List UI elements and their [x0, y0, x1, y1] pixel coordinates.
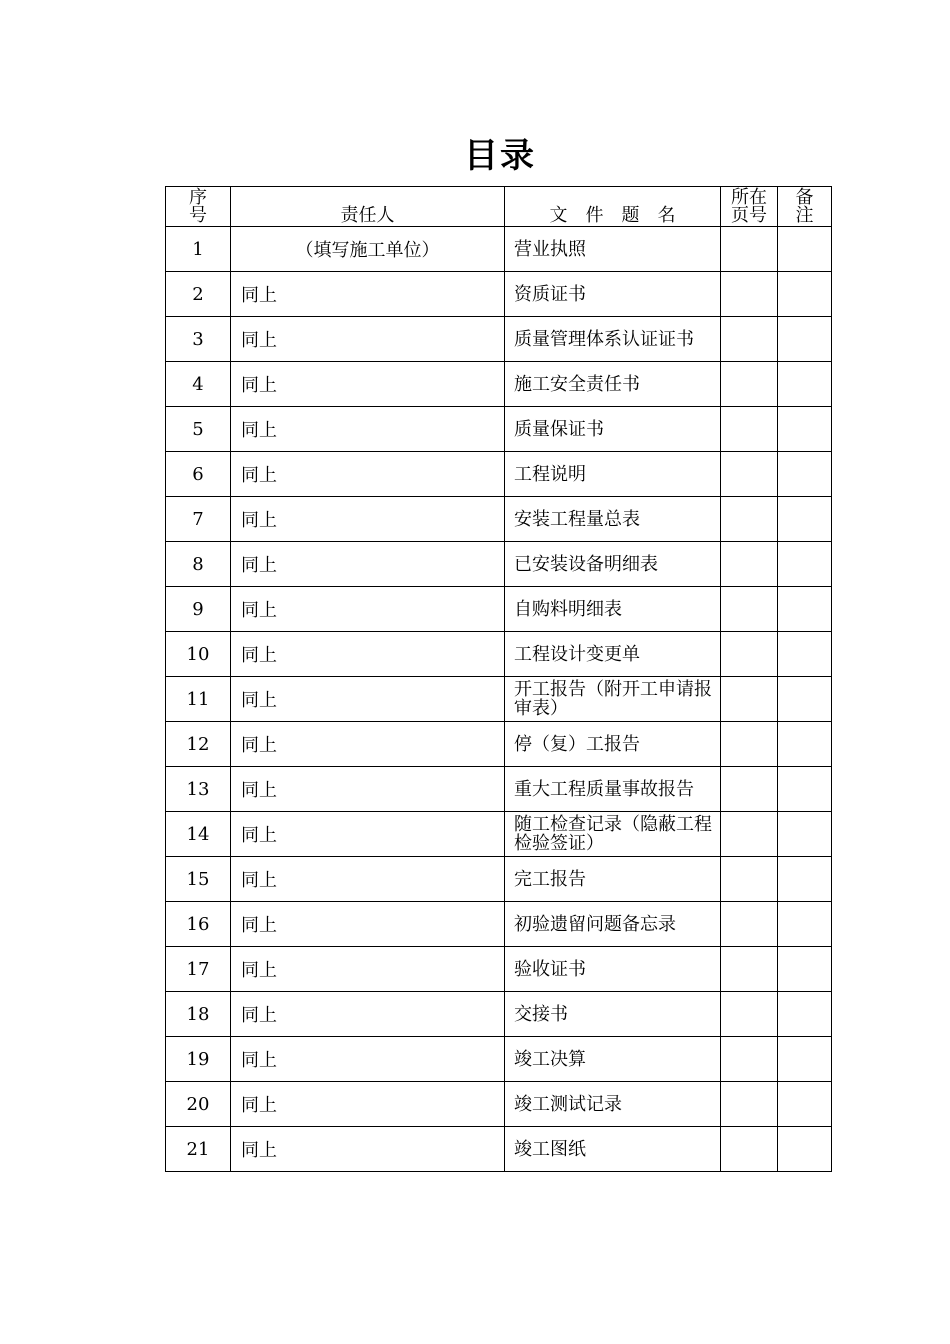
page-cell	[721, 542, 778, 587]
responsible-cell: 同上	[231, 362, 505, 407]
page-cell	[721, 587, 778, 632]
file-title-cell: 工程设计变更单	[505, 632, 721, 677]
responsible-cell: （填写施工单位）	[231, 227, 505, 272]
file-title-cell: 随工检查记录（隐蔽工程检验签证）	[505, 812, 721, 857]
responsible-cell: 同上	[231, 947, 505, 992]
table-row	[166, 857, 832, 902]
table-row	[166, 1127, 832, 1172]
remark-cell	[778, 677, 832, 722]
header-seq: 序 号	[166, 187, 231, 227]
seq-cell: 18	[166, 992, 231, 1037]
header-page: 所在 页号	[721, 187, 778, 227]
file-title-cell: 验收证书	[505, 947, 721, 992]
seq-cell: 5	[166, 407, 231, 452]
file-title-cell: 质量管理体系认证证书	[505, 317, 721, 362]
table-row	[166, 497, 832, 542]
remark-cell	[778, 227, 832, 272]
file-title-cell: 质量保证书	[505, 407, 721, 452]
page-cell	[721, 857, 778, 902]
header-file-title: 文 件 题 名	[505, 187, 721, 227]
page-cell	[721, 902, 778, 947]
seq-cell: 21	[166, 1127, 231, 1172]
remark-cell	[778, 1127, 832, 1172]
seq-cell: 10	[166, 632, 231, 677]
responsible-cell: 同上	[231, 857, 505, 902]
seq-cell: 13	[166, 767, 231, 812]
responsible-cell: 同上	[231, 1037, 505, 1082]
remark-cell	[778, 317, 832, 362]
seq-cell: 6	[166, 452, 231, 497]
page-cell	[721, 812, 778, 857]
header-remark: 备 注	[778, 187, 832, 227]
remark-cell	[778, 587, 832, 632]
page-title: 目录	[464, 136, 536, 176]
remark-cell	[778, 272, 832, 317]
table-row	[166, 677, 832, 722]
page-cell	[721, 992, 778, 1037]
remark-cell	[778, 542, 832, 587]
page-cell	[721, 227, 778, 272]
seq-cell: 19	[166, 1037, 231, 1082]
seq-cell: 11	[166, 677, 231, 722]
responsible-cell: 同上	[231, 542, 505, 587]
file-title-cell: 竣工测试记录	[505, 1082, 721, 1127]
remark-cell	[778, 1037, 832, 1082]
file-title-cell: 完工报告	[505, 857, 721, 902]
seq-cell: 20	[166, 1082, 231, 1127]
table-row	[166, 947, 832, 992]
responsible-cell: 同上	[231, 587, 505, 632]
seq-cell: 16	[166, 902, 231, 947]
remark-cell	[778, 722, 832, 767]
file-title-cell: 初验遗留问题备忘录	[505, 902, 721, 947]
responsible-cell: 同上	[231, 767, 505, 812]
page-cell	[721, 452, 778, 497]
file-title-cell: 停（复）工报告	[505, 722, 721, 767]
table-row	[166, 407, 832, 452]
file-title-cell: 开工报告（附开工申请报审表）	[505, 677, 721, 722]
page-cell	[721, 1037, 778, 1082]
seq-cell: 3	[166, 317, 231, 362]
page-cell	[721, 1127, 778, 1172]
page-cell	[721, 632, 778, 677]
responsible-cell: 同上	[231, 407, 505, 452]
seq-cell: 14	[166, 812, 231, 857]
responsible-cell: 同上	[231, 497, 505, 542]
file-title-cell: 施工安全责任书	[505, 362, 721, 407]
responsible-cell: 同上	[231, 272, 505, 317]
seq-cell: 1	[166, 227, 231, 272]
page-cell	[721, 767, 778, 812]
table-row	[166, 992, 832, 1037]
table-row	[166, 1082, 832, 1127]
page-cell	[721, 947, 778, 992]
responsible-cell: 同上	[231, 632, 505, 677]
responsible-cell: 同上	[231, 992, 505, 1037]
remark-cell	[778, 1082, 832, 1127]
table-row	[166, 227, 832, 272]
page-cell	[721, 497, 778, 542]
table-row	[166, 767, 832, 812]
table-row	[166, 587, 832, 632]
file-title-cell: 重大工程质量事故报告	[505, 767, 721, 812]
remark-cell	[778, 497, 832, 542]
page-cell	[721, 317, 778, 362]
file-title-cell: 自购料明细表	[505, 587, 721, 632]
table-row	[166, 272, 832, 317]
responsible-cell: 同上	[231, 452, 505, 497]
responsible-cell: 同上	[231, 677, 505, 722]
seq-cell: 15	[166, 857, 231, 902]
remark-cell	[778, 452, 832, 497]
remark-cell	[778, 857, 832, 902]
page-cell	[721, 1082, 778, 1127]
remark-cell	[778, 362, 832, 407]
table-row	[166, 632, 832, 677]
page-cell	[721, 272, 778, 317]
seq-cell: 7	[166, 497, 231, 542]
seq-cell: 17	[166, 947, 231, 992]
page-cell	[721, 362, 778, 407]
directory-table	[165, 186, 832, 1172]
responsible-cell: 同上	[231, 812, 505, 857]
page-cell	[721, 407, 778, 452]
responsible-cell: 同上	[231, 1127, 505, 1172]
seq-cell: 8	[166, 542, 231, 587]
page-cell	[721, 722, 778, 767]
file-title-cell: 安装工程量总表	[505, 497, 721, 542]
remark-cell	[778, 992, 832, 1037]
table-row	[166, 542, 832, 587]
remark-cell	[778, 632, 832, 677]
header-responsible: 责任人	[231, 187, 505, 227]
seq-cell: 4	[166, 362, 231, 407]
remark-cell	[778, 767, 832, 812]
remark-cell	[778, 947, 832, 992]
table-row	[166, 1037, 832, 1082]
file-title-cell: 竣工决算	[505, 1037, 721, 1082]
table-header-row	[166, 187, 832, 227]
file-title-cell: 已安装设备明细表	[505, 542, 721, 587]
file-title-cell: 竣工图纸	[505, 1127, 721, 1172]
responsible-cell: 同上	[231, 722, 505, 767]
file-title-cell: 营业执照	[505, 227, 721, 272]
file-title-cell: 交接书	[505, 992, 721, 1037]
responsible-cell: 同上	[231, 317, 505, 362]
table-row	[166, 317, 832, 362]
responsible-cell: 同上	[231, 902, 505, 947]
remark-cell	[778, 407, 832, 452]
seq-cell: 9	[166, 587, 231, 632]
remark-cell	[778, 902, 832, 947]
remark-cell	[778, 812, 832, 857]
file-title-cell: 资质证书	[505, 272, 721, 317]
table-row	[166, 362, 832, 407]
table-row	[166, 902, 832, 947]
responsible-cell: 同上	[231, 1082, 505, 1127]
page-cell	[721, 677, 778, 722]
table-row	[166, 722, 832, 767]
seq-cell: 2	[166, 272, 231, 317]
seq-cell: 12	[166, 722, 231, 767]
table-row	[166, 452, 832, 497]
file-title-cell: 工程说明	[505, 452, 721, 497]
table-row	[166, 812, 832, 857]
